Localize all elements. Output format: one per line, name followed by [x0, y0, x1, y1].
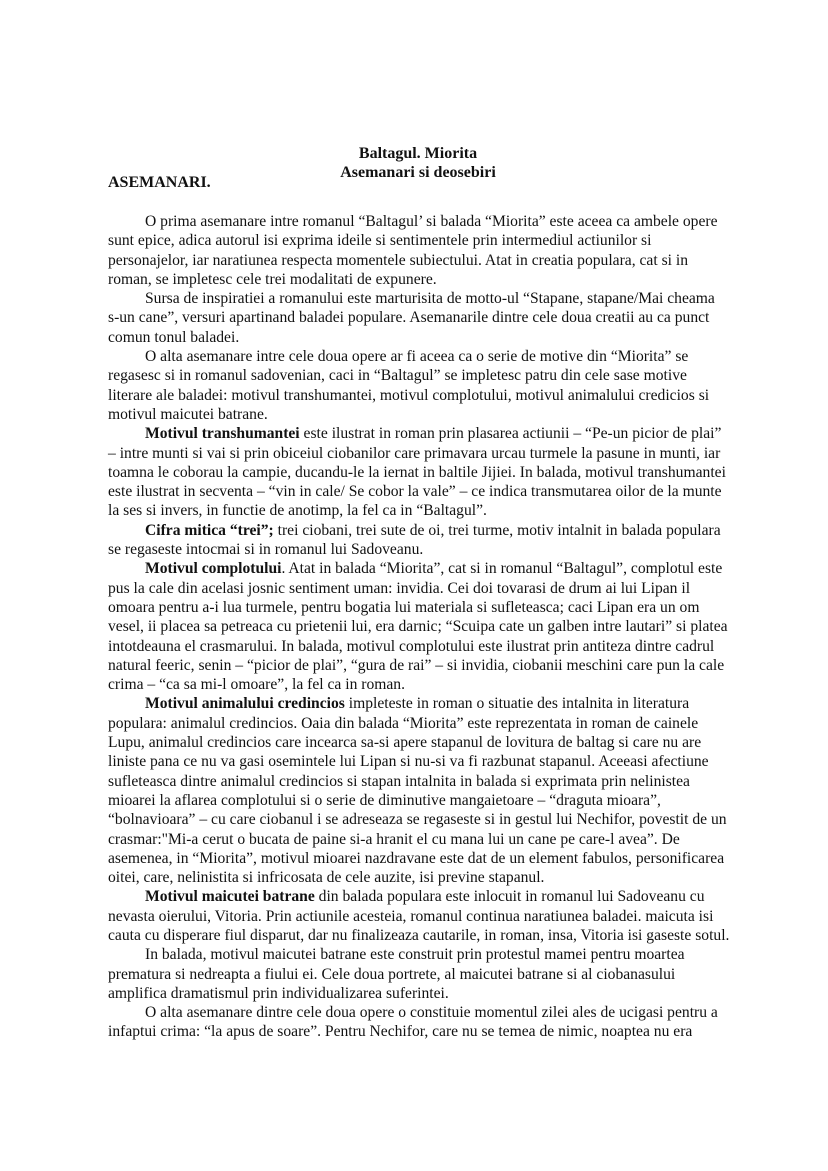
line-text: este ilustrat in secventa – “vin in cale/ Se cobor la vale” – ce indica transmutarea oilor de la munte	[108, 483, 722, 501]
text-line	[108, 559, 748, 578]
line-text: literare ale baladei: motivul transhumantei, motivul complotului, motivul animalului credicios si	[108, 386, 710, 404]
text-line	[108, 251, 748, 270]
text-line	[108, 733, 748, 752]
bold-lead: Cifra mitica “trei”;	[145, 521, 274, 539]
paragraph	[108, 945, 748, 1003]
line-text: toamna le coborau la campie, ducandu-le la iernat in baltile Jijiei. In balada, motivul transhumantei	[108, 463, 726, 481]
text-line	[108, 308, 748, 327]
line-text: amplifica dramatismul prin individualizarea suferintei.	[108, 984, 449, 1002]
text-line	[108, 212, 748, 231]
line-text: s-un cane”, versuri apartinand baladei populare. Asemanarile dintre cele doua creatii au ca punct	[108, 309, 710, 327]
paragraph	[108, 1003, 748, 1042]
line-text: la ses si invers, in functie de anotimp, la fel ca in “Baltagul”.	[108, 502, 487, 520]
paragraph	[108, 694, 748, 887]
text-line	[108, 907, 748, 926]
line-text: asemenea, in “Miorita”, motivul mioarei nazdravane este dat de un element fabulos, personificarea	[108, 849, 725, 867]
bold-lead: Motivul transhumantei	[145, 425, 300, 443]
text-line	[108, 1022, 748, 1041]
line-text: impleteste in roman o situatie des intalnita in literatura	[344, 695, 690, 713]
text-line	[108, 405, 748, 424]
line-text: Sursa de inspiratiei a romanului este marturisita de motto-ul “Stapane, stapane/Mai cheama	[145, 290, 715, 308]
line-text: In balada, motivul maicutei batrane este construit prin protestul mamei pentru moartea	[145, 946, 685, 964]
line-text: oitei, care, nelinistita si infricosata de cele auzite, isi previne stapanul.	[108, 869, 545, 887]
document-subtitle: Asemanari si deosebiri	[340, 164, 496, 181]
text-line	[108, 289, 748, 308]
line-text: este ilustrat in roman prin plasarea actiunii – “Pe-un picior de plai”	[299, 425, 722, 443]
line-text: omoara pentru a-i lua turmele, pentru bogatia lui materiala si sufleteasca; caci Lipan era un om	[108, 598, 700, 616]
text-line	[108, 984, 748, 1003]
paragraph	[108, 521, 748, 560]
text-line	[108, 810, 748, 829]
paragraph	[108, 289, 748, 347]
text-line	[108, 463, 748, 482]
text-line	[108, 1003, 748, 1022]
text-line	[108, 598, 748, 617]
paragraph	[108, 347, 748, 424]
text-line	[108, 540, 748, 559]
line-text: crima – “ca sa mi-l omoare”, la fel ca in roman.	[108, 676, 406, 694]
line-text: se regaseste intocmai si in romanul lui Sadoveanu.	[108, 541, 424, 559]
text-line	[108, 347, 748, 366]
line-text: crasmar:"Mi-a cerut o bucata de paine si-a hranit el cu mana lui un cane pe care-l avea”. De	[108, 830, 680, 848]
line-text: intotdeauna el crasmarului. In balada, motivul complotului este ilustrat prin antiteza dintre cadrul	[108, 637, 715, 655]
text-line	[108, 694, 748, 713]
line-text: . Atat in balada “Miorita”, cat si in romanul “Baltagul”, complotul este	[281, 560, 723, 578]
line-text: “bolnavioara” – cu care ciobanul i se adreseaza se regaseste si in gestul lui Nechifor, povestit de un	[108, 811, 727, 829]
text-line	[108, 868, 748, 887]
text-line	[108, 656, 748, 675]
line-text: sunt epice, adica autorul isi exprima ideile si sentimentele prin intermediul actiunilor si	[108, 232, 652, 250]
text-line	[108, 444, 748, 463]
text-line	[108, 482, 748, 501]
document-title: Baltagul. Miorita	[358, 145, 478, 162]
text-line	[108, 501, 748, 520]
line-text: regasesc si in romanul sadovenian, caci in “Baltagul” se impletesc patru din cele sase motive	[108, 367, 687, 385]
text-line	[108, 945, 748, 964]
text-line	[108, 521, 748, 540]
text-line	[108, 926, 748, 945]
text-line	[108, 772, 748, 791]
line-text: cauta cu disperare fiul disparut, dar nu finalizeaza cautarile, in roman, insa, Vitoria isi gaseste sotul.	[108, 926, 730, 944]
line-text: O prima asemanare intre romanul “Baltagul’ si balada “Miorita” este aceea ca ambele opere	[145, 213, 718, 230]
text-line	[108, 270, 748, 289]
line-text: liniste pana ce nu va gasi osemintele lui Lipan si nu-si va fi razbunat stapanul. Aceeasi afectiune	[108, 753, 709, 771]
document-body	[108, 212, 748, 1042]
text-line	[108, 752, 748, 771]
line-text: – intre munti si vai si prin obiceiul ciobanilor care primavara urcau turmele la pasune in munti, iar	[108, 444, 721, 462]
text-line	[108, 714, 748, 733]
line-text: comun tonul baladei.	[108, 328, 240, 346]
paragraph	[108, 559, 748, 694]
text-line	[108, 965, 748, 984]
line-text: O alta asemanare dintre cele doua opere o constituie momentul zilei ales de ucigasi pentru a	[145, 1004, 718, 1022]
line-text: Lupu, animalul credincios care incearca sa-si apere stapanul de lovitura de baltag si care nu are	[108, 734, 702, 752]
text-line	[108, 579, 748, 598]
line-text: motivul maicutei batrane.	[108, 405, 268, 423]
text-line	[108, 328, 748, 347]
line-text: personajelor, iar naratiunea respecta momentele subiectului. Atat in creatia populara, cat si in	[108, 251, 689, 269]
line-text: roman, se impletesc cele trei modalitati de expunere.	[108, 270, 437, 288]
text-line	[108, 887, 748, 906]
text-line	[108, 231, 748, 250]
paragraph	[108, 887, 748, 945]
text-line	[108, 675, 748, 694]
text-line	[108, 637, 748, 656]
line-text: sufleteasca dintre animalul credincios si stapan intalnita in balada si exprimata prin nelinistea	[108, 772, 690, 790]
text-line	[108, 366, 748, 385]
line-text: din balada populara este inlocuit in romanul lui Sadoveanu cu	[314, 888, 705, 906]
line-text: prematura si nedreapta a fiului ei. Cele doua portrete, al maicutei batrane si al ciobanasului	[108, 965, 676, 983]
line-text: pus la cale din acelasi josnic sentiment uman: invidia. Cei doi tovarasi de drum ai lui Lipan il	[108, 579, 691, 597]
line-text: O alta asemanare intre cele doua opere ar fi aceea ca o serie de motive din “Miorita” se	[145, 348, 689, 366]
line-text: natural feeric, senin – “picior de plai”, “gura de rai” – si invidia, ciobanii meschini care pun la cale	[108, 656, 725, 674]
line-text: vesel, ii placea sa petreaca cu prietenii lui, era darnic; “Scuipa cate un galben intre lautari” si platea	[108, 618, 728, 636]
bold-lead: Motivul animalului credincios	[145, 695, 345, 713]
text-line	[108, 849, 748, 868]
bold-lead: Motivul maicutei batrane	[145, 888, 315, 906]
line-text: nevasta oierului, Vitoria. Prin actiunile acesteia, romanul continua naratiunea baladei. maicuta isi	[108, 907, 714, 925]
text-line	[108, 830, 748, 849]
section-heading: ASEMANARI.	[108, 174, 211, 191]
text-line	[108, 791, 748, 810]
text-line	[108, 617, 748, 636]
text-line	[108, 386, 748, 405]
text-line	[108, 424, 748, 443]
paragraph	[108, 212, 748, 289]
line-text: infaptui crima: “la apus de soare”. Pentru Nechifor, care nu se temea de nimic, noaptea nu era	[108, 1023, 693, 1041]
line-text: trei ciobani, trei sute de oi, trei turme, motiv intalnit in balada populara	[273, 521, 721, 539]
paragraph	[108, 424, 748, 520]
line-text: populara: animalul credincios. Oaia din balada “Miorita” este reprezentata in roman de cainele	[108, 714, 699, 732]
line-text: mioarei la aflarea complotului si o serie de diminutive mangaietoare – “draguta mioara”,	[108, 791, 661, 809]
bold-lead: Motivul complotului	[145, 560, 282, 578]
